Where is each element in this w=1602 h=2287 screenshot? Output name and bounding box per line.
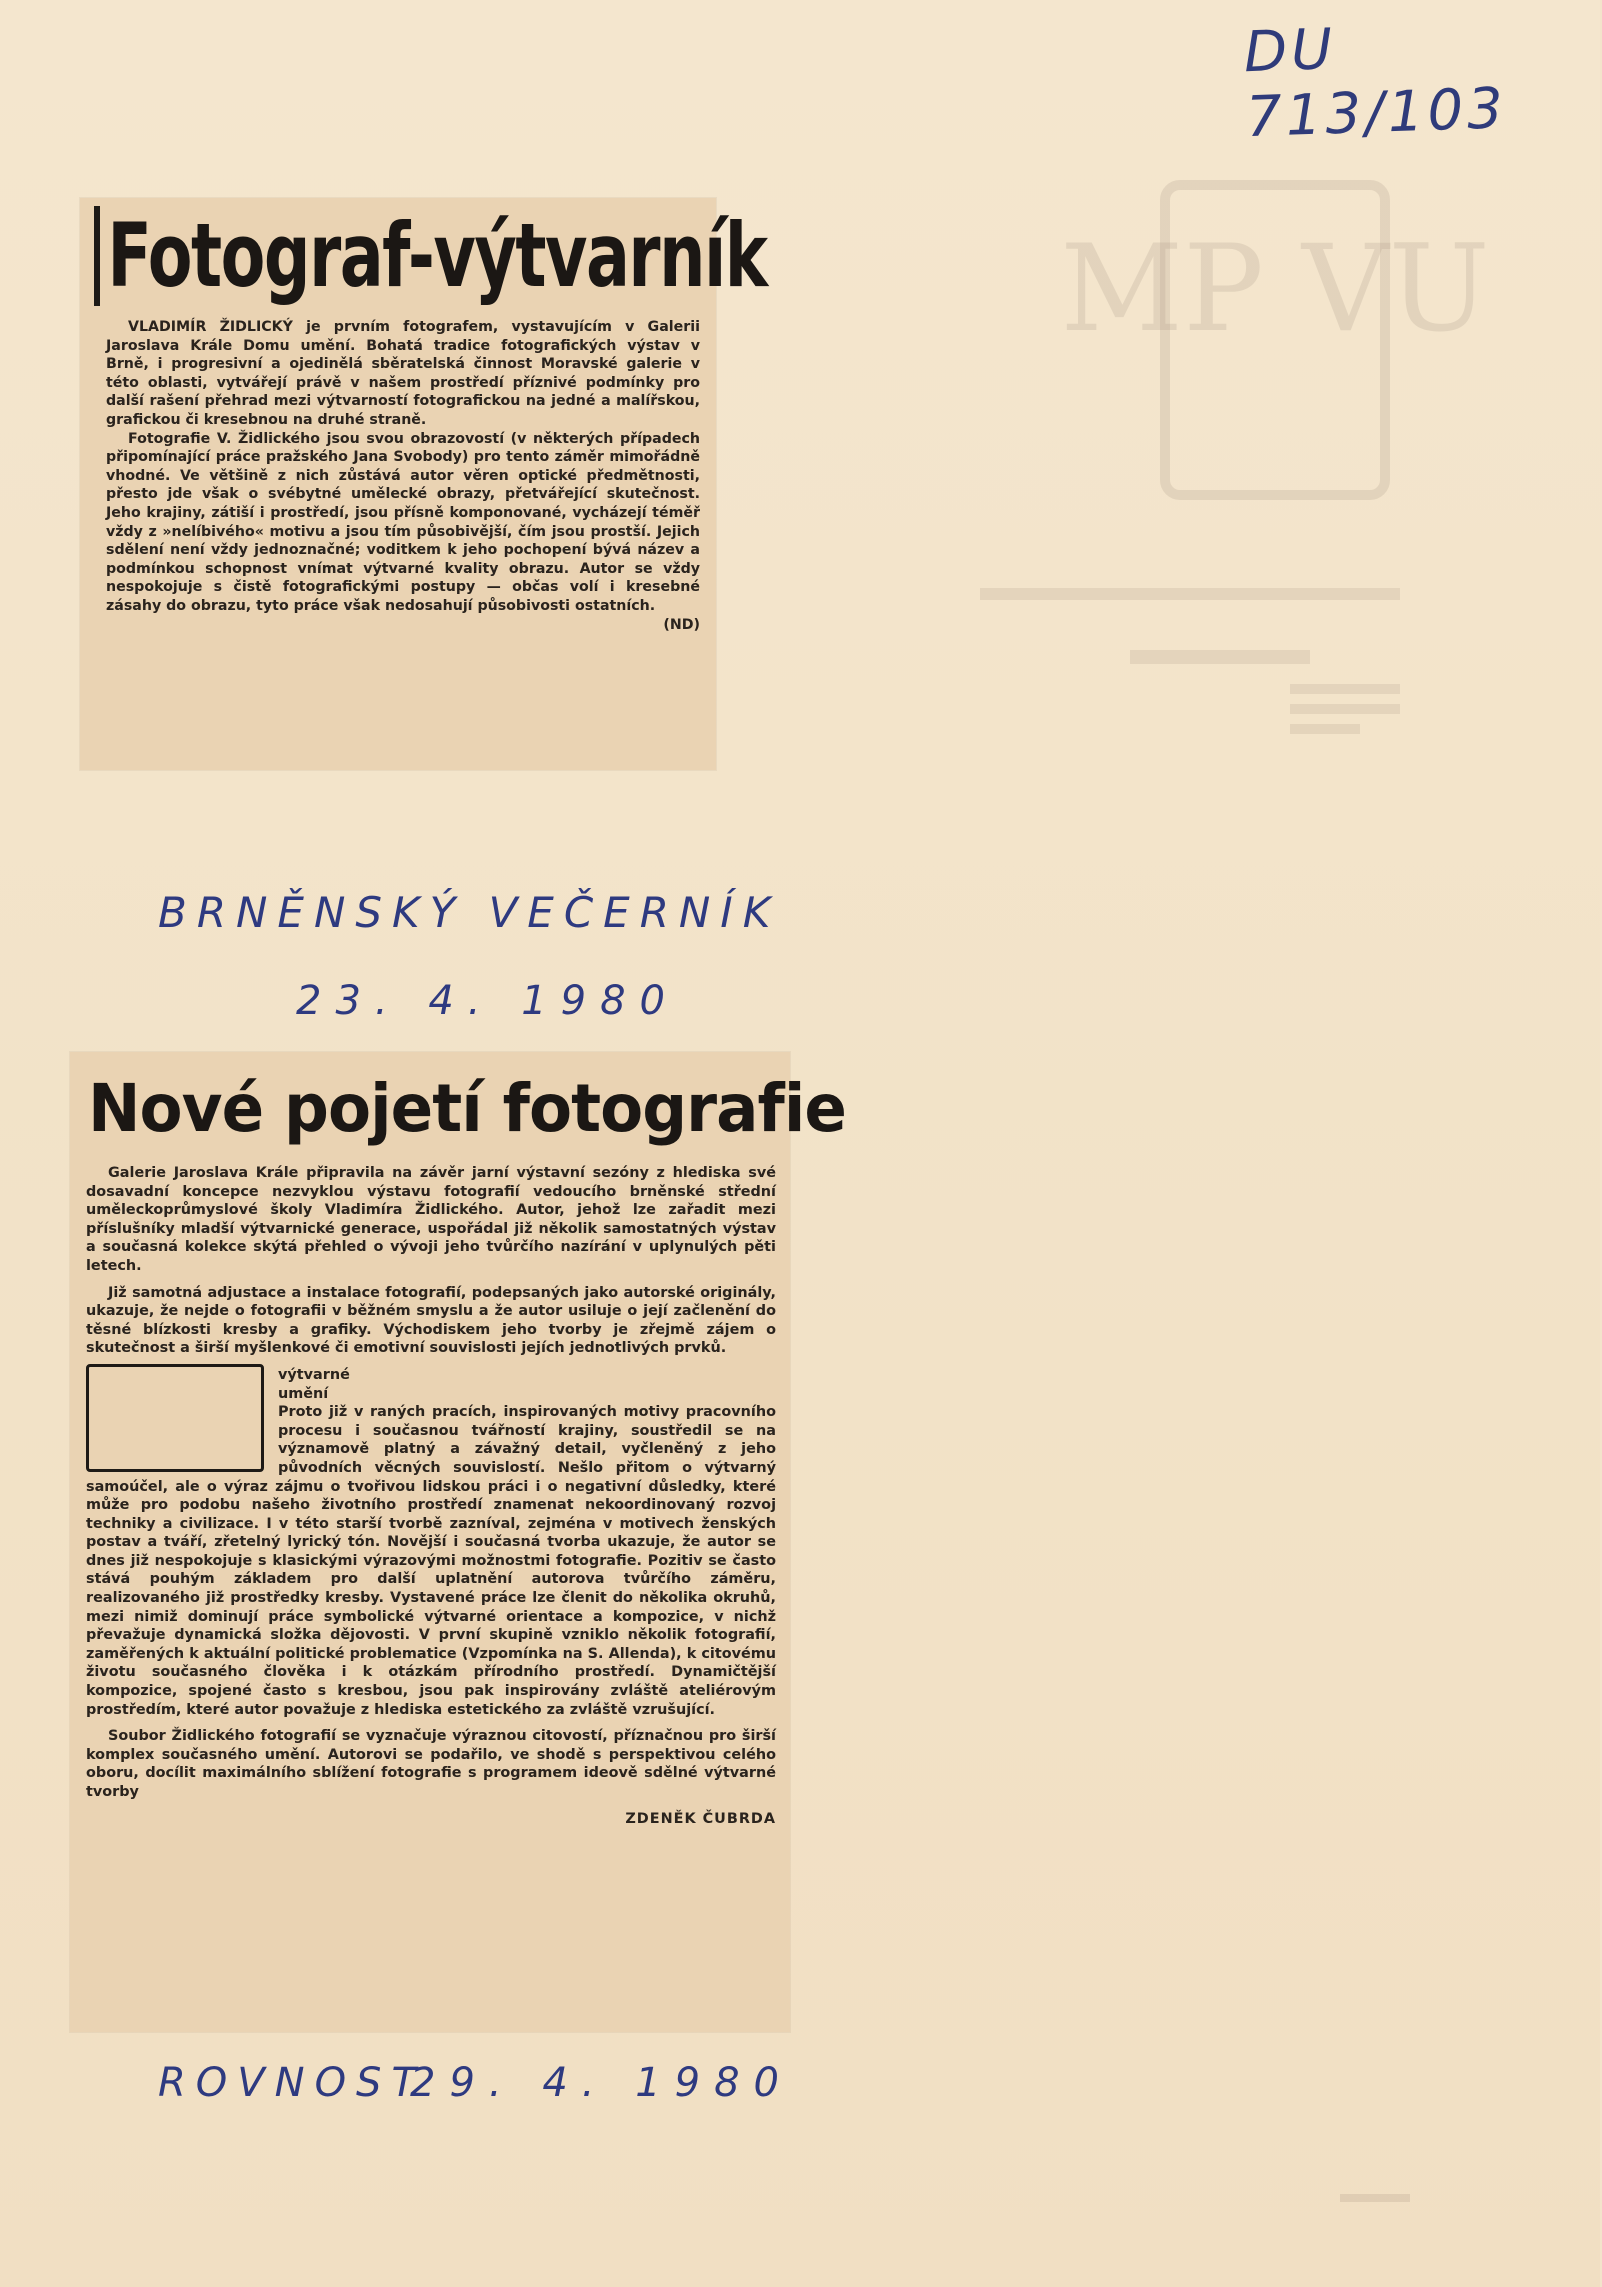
- source-1-date: 23. 4. 1980: [296, 978, 680, 1024]
- rubric-line-2: umění: [278, 1385, 329, 1402]
- rubric-line-1: výtvarné: [278, 1366, 350, 1383]
- clipping-2-headline-text: Nové pojetí fotografie: [88, 1070, 846, 1147]
- faint-footer-mark: [1340, 2194, 1410, 2202]
- letterhead-subtitle: [980, 588, 1400, 600]
- clipping-1-paragraph-1: VLADIMÍR ŽIDLICKÝ je prvním fotografem, vystavujícím v Galerii Jaroslava Krále Domu umění. Bohatá tradice fotografických výstav v Brně, i progresivní a ojedinělá sběratelská činnost Moravské galerie v této oblasti, vytvářejí právě v našem prostředí příznivé podmínky pro další rašení přehrad mezi výtvarností fotografickou na jedné a malířskou, grafickou či kresebnou na druhé straně.: [106, 319, 700, 428]
- clipping-1-body: [106, 318, 700, 634]
- clipping-2-paragraph-3: Soubor Židlického fotografií se vyznačuje výraznou citovostí, příznačnou pro širší komplex současného umění. Autorovi se podařilo, ve shodě s perspektivou celého oboru, docílit maximálního sblížení fotografie s programem ideově sdělné výtvarné tvorby: [86, 1728, 776, 1800]
- letterhead-line-4: [1290, 724, 1360, 734]
- clipping-2: [70, 1052, 846, 2032]
- letterhead-title: [960, 548, 1410, 576]
- letterhead-line-1: [1130, 650, 1310, 664]
- clipping-2-headline: [88, 1066, 846, 1152]
- clipping-1-headline: [94, 204, 767, 307]
- clipping-2-paragraph-2a: Již samotná adjustace a instalace fotografií, podepsaných jako autorské originály, ukazuje, že nejde o fotografii v běžném smyslu a že autor usiluje o její začlenění do těsné blízkosti kresby a grafiky. Východiskem jeho tvorby je zřejmě zájem o skutečnost a širší myšlenkové či emotivní souvislosti jejích jednotlivých prvků.: [86, 1284, 776, 1357]
- source-2-date: 29. 4. 1980: [410, 2060, 794, 2106]
- source-1-newspaper: BRNĚNSKÝ VEČERNÍK: [158, 888, 781, 937]
- clipping-2-paragraph-2: [86, 1284, 776, 1358]
- letterhead-logo: [1060, 180, 1490, 500]
- logo-letters: MP VU: [1060, 220, 1490, 359]
- clipping-1-headline-text: Fotograf-výtvarník: [107, 204, 767, 307]
- letterhead-line-3: [1290, 704, 1400, 714]
- clipping-2-paragraph-2b: Proto již v raných pracích, inspirovaných motivy pracovního procesu i současnou tvářností krajiny, soustředil se na významově platný a závažný detail, vyčleněný z jeho původních věcných souvislostí. Nešlo přitom o výtvarný samoúčel, ale o výraz zájmu o tvořivou lidskou práci i o negativní důsledky, které může pro podobu našeho životního prostředí znamenat nekoordinovaný rozvoj techniky a civilizace. I v této starší tvorbě zazníval, zejména v motivech ženských postav a tváří, zřetelný lyrický tón. Novější i současná tvorba ukazuje, že autor se dnes již nespokojuje s klasickými výrazovými možnostmi fotografie. Pozitiv se často stává pouhým základem pro další uplatnění autorova tvůrčího záměru, realizovaného již prostředky kresby. Vystavené práce lze členit do několika okruhů, mezi nimiž dominují práce symbolické výtvarné orientace a kompozice, v nichž převažuje dynamická složka dějovosti. V první skupině vzniklo několik fotografií, zaměřených k aktuální politické problematice (Vzpomínka na S. Allenda), k citovému životu současného člověka i k otázkám přírodního prostředí. Dynamičtější kompozice, spojené často s kresbou, jsou pak inspirovány zvláště ateliérovým prostředím, které autor považuje z hlediska estetického za zvláště vzrušující.: [86, 1404, 776, 1718]
- clipping-1-paragraph-2-text: Fotografie V. Židlického jsou svou obrazovostí (v některých případech připomínající práce pražského Jana Svobody) pro tento záměr mimořádně vhodné. Ve většině z nich zůstává autor věren optické předmětnosti, přesto jde však o svébytné umělecké obrazy, přetvářející skutečnost. Jeho krajiny, zátiší i prostředí, jsou přísně komponované, vycházejí téměř vždy z »nelíbivého« motivu a jsou tím působivější, čím jsou prostší. Jejich sdělení není vždy jednoznačné; voditkem k jeho pochopení bývá název a podmínkou schopnost vnímat výtvarné kvality obrazu. Autor se vždy nespokojuje s čistě fotografickými postupy — občas volí i kresebné zásahy do obrazu, tyto práce však nedosahují působivosti ostatních.: [106, 430, 700, 614]
- clipping-1-paragraph-2: [106, 430, 700, 633]
- clipping-1-signature: (ND): [663, 616, 700, 633]
- letterhead-logo-mark: [1060, 190, 1490, 490]
- clipping-2-author: ZDENĚK ČUBRDA: [625, 1810, 776, 1827]
- clipping-1: [80, 198, 767, 770]
- letterhead-line-2: [1290, 684, 1400, 694]
- source-2-newspaper: ROVNOST: [158, 2060, 426, 2106]
- clipping-2-body: [86, 1164, 776, 1828]
- rubric-logo: [86, 1364, 264, 1472]
- archive-code: DU 713/103: [1242, 17, 1508, 151]
- clipping-2-paragraph-1: Galerie Jaroslava Krále připravila na závěr jarní výstavní sezóny z hlediska své dosavadní koncepce nezvyklou výstavu fotografií vedoucího brněnské střední uměleckoprůmyslové školy Vladimíra Židlického. Autor, jehož lze zařadit mezi příslušníky mladší výtvarnické generace, uspořádal již několik samostatných výstav a současná kolekce skýtá přehled o vývoji jeho tvůrčího nazírání v uplynulých pěti letech.: [86, 1165, 776, 1274]
